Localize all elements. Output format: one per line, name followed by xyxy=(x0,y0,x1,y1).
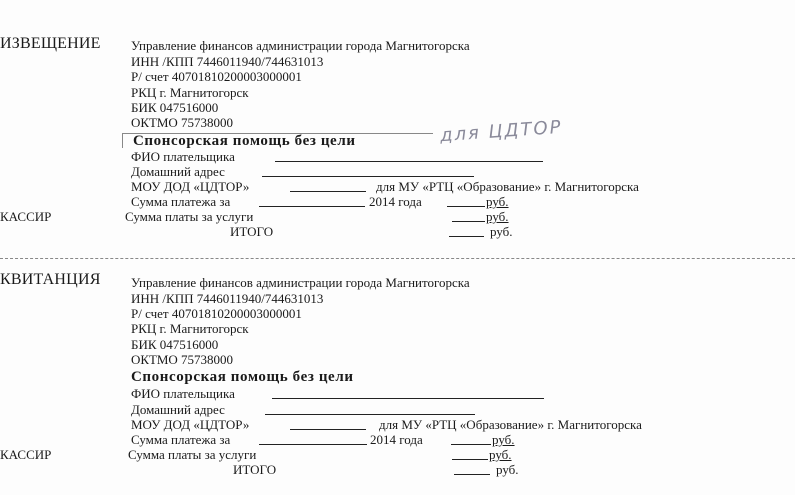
currency-1: руб. xyxy=(492,432,515,447)
sum-period-line xyxy=(259,444,367,445)
currency-2: руб. xyxy=(489,447,512,462)
org-right: для МУ «РТЦ «Образование» г. Магнитогорска xyxy=(376,179,639,194)
recipient: Управление финансов администрации города Магнитогорска xyxy=(131,38,470,53)
address-label: Домашний адрес xyxy=(131,402,225,417)
sum-label: Сумма платежа за xyxy=(131,194,231,209)
total-amount-line xyxy=(454,474,490,475)
currency-2: руб. xyxy=(486,209,509,224)
payer-label: ФИО плательщика xyxy=(131,149,235,164)
inn-kpp: ИНН /КПП 7446011940/744631013 xyxy=(131,54,324,69)
cut-line xyxy=(0,258,795,259)
recipient: Управление финансов администрации города Магнитогорска xyxy=(131,275,470,290)
org-left: МОУ ДОД «ЦДТОР» xyxy=(131,417,250,432)
year-text: 2014 года xyxy=(370,432,423,447)
account-number: Р/ счет 40701810200003000001 xyxy=(131,69,302,84)
oktmo: ОКТМО 75738000 xyxy=(131,352,234,367)
bik: БИК 047516000 xyxy=(131,100,219,115)
inn-kpp: ИНН /КПП 7446011940/744631013 xyxy=(131,291,324,306)
payment-purpose: Спонсорская помощь без цели xyxy=(133,133,356,149)
currency-3: руб. xyxy=(490,224,513,239)
year-text: 2014 года xyxy=(369,194,422,209)
currency-3: руб. xyxy=(496,462,519,477)
rkc: РКЦ г. Магнитогорск xyxy=(131,321,249,336)
total-label: ИТОГО xyxy=(230,224,274,239)
address-line xyxy=(265,414,475,415)
payment-purpose: Спонсорская помощь без цели xyxy=(131,369,354,385)
sum-amount-line xyxy=(447,206,485,207)
sum-amount-line xyxy=(451,444,491,445)
org-right: для МУ «РТЦ «Образование» г. Магнитогорска xyxy=(379,417,642,432)
service-label: Сумма платы за услуги xyxy=(125,209,254,224)
total-amount-line xyxy=(449,236,484,237)
org-blank-line xyxy=(290,429,366,430)
org-left: МОУ ДОД «ЦДТОР» xyxy=(131,179,250,194)
service-amount-line xyxy=(452,221,485,222)
rkc: РКЦ г. Магнитогорск xyxy=(131,85,249,100)
org-blank-line xyxy=(290,191,366,192)
address-label: Домашний адрес xyxy=(131,164,225,179)
cashier-label: КАССИР xyxy=(0,447,52,462)
bik: БИК 047516000 xyxy=(131,337,219,352)
handwritten-note: для ЦДТОР xyxy=(439,116,564,147)
sum-label: Сумма платежа за xyxy=(131,432,231,447)
section-heading: КВИТАНЦИЯ xyxy=(0,271,101,288)
oktmo: ОКТМО 75738000 xyxy=(131,115,234,130)
sum-period-line xyxy=(259,206,365,207)
cashier-label: КАССИР xyxy=(0,209,52,224)
currency-1: руб. xyxy=(486,194,509,209)
service-label: Сумма платы за услуги xyxy=(128,447,257,462)
total-label: ИТОГО xyxy=(233,462,277,477)
payer-name-line xyxy=(275,161,543,162)
account-number: Р/ счет 40701810200003000001 xyxy=(131,306,302,321)
address-line xyxy=(262,176,474,177)
payer-name-line xyxy=(272,398,544,399)
section-heading: ИЗВЕЩЕНИЕ xyxy=(0,35,101,52)
payer-label: ФИО плательщика xyxy=(131,386,235,401)
service-amount-line xyxy=(452,459,488,460)
